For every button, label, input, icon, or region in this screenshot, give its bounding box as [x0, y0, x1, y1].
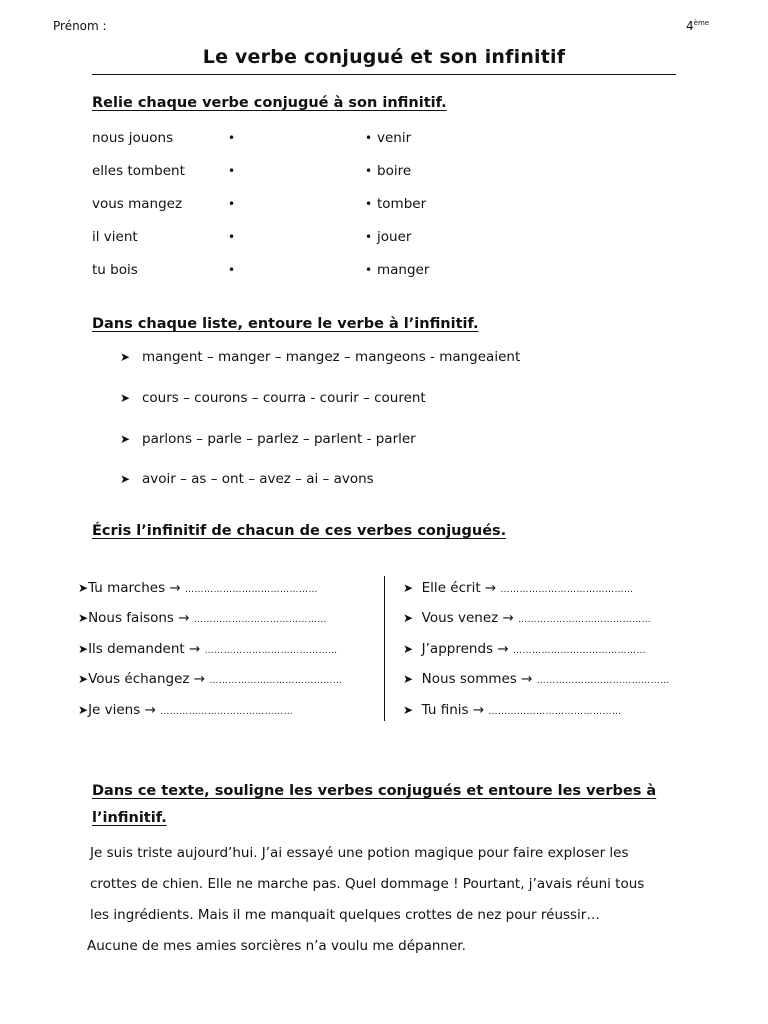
write-infinitive-row-left-4	[78, 671, 342, 687]
right-arrow-icon: →	[497, 641, 509, 657]
conjugated-verb-3: vous mangez	[92, 196, 183, 212]
write-infinitive-row-left-1	[78, 580, 318, 596]
conjugated-verb: Tu marches	[88, 580, 166, 596]
right-arrow-icon: →	[484, 580, 497, 596]
story-paragraph	[87, 838, 710, 962]
match-dot-right-3[interactable]: •	[365, 197, 373, 211]
verb-list-4: avoir – as – ont – avez – ai – avons	[142, 471, 374, 487]
answer-blank[interactable]: ……………………………………	[209, 676, 343, 686]
answer-blank[interactable]: ……………………………………	[500, 585, 634, 595]
match-dot-right-1[interactable]: •	[365, 131, 373, 145]
conjugated-verb: Vous échangez	[88, 671, 190, 687]
infinitive-option-4: jouer	[377, 229, 412, 245]
exercise-2-heading: Dans chaque liste, entoure le verbe à l’infinitif.	[92, 316, 479, 332]
conjugated-verb-2: elles tombent	[92, 163, 185, 179]
conjugated-verb: Elle écrit	[421, 580, 481, 596]
grade-number: 4	[686, 19, 694, 33]
arrowhead-bullet-icon: ➤	[120, 350, 131, 364]
answer-blank[interactable]: ……………………………………	[160, 707, 294, 717]
arrowhead-bullet-icon: ➤	[120, 432, 131, 446]
conjugated-verb-4: il vient	[92, 229, 138, 245]
arrowhead-bullet-icon: ➤	[78, 611, 89, 625]
infinitive-option-3: tomber	[377, 196, 427, 212]
arrowhead-bullet-icon: ➤	[403, 581, 414, 595]
arrowhead-bullet-icon: ➤	[403, 611, 414, 625]
answer-blank[interactable]: ……………………………………	[512, 646, 646, 656]
match-dot-left-5[interactable]: •	[228, 263, 236, 277]
conjugated-verb: Vous venez	[421, 610, 499, 626]
conjugated-verb: Nous sommes	[421, 671, 517, 687]
write-infinitive-row-right-5	[403, 702, 621, 718]
infinitive-option-2: boire	[377, 163, 412, 179]
answer-blank[interactable]: ……………………………………	[185, 585, 319, 595]
right-arrow-icon: →	[178, 610, 190, 626]
conjugated-verb: J’apprends	[421, 641, 494, 657]
verb-list-3: parlons – parle – parlez – parlent - parler	[142, 431, 416, 447]
match-dot-left-3[interactable]: •	[228, 197, 236, 211]
write-infinitive-row-right-4	[403, 671, 670, 687]
write-infinitive-row-right-1	[403, 580, 634, 596]
match-dot-right-5[interactable]: •	[365, 263, 373, 277]
title-rule	[92, 74, 676, 75]
arrowhead-bullet-icon: ➤	[78, 672, 89, 686]
answer-blank[interactable]: ……………………………………	[518, 615, 652, 625]
infinitive-option-5: manger	[377, 262, 430, 278]
infinitive-option-1: venir	[377, 130, 412, 146]
exercise-3-heading: Écris l’infinitif de chacun de ces verbes conjugués.	[92, 523, 507, 539]
conjugated-verb-5: tu bois	[92, 262, 138, 278]
right-arrow-icon: →	[472, 702, 485, 718]
conjugated-verb: Tu finis	[421, 702, 469, 718]
grade-level	[686, 19, 709, 33]
arrowhead-bullet-icon: ➤	[403, 672, 414, 686]
right-arrow-icon: →	[169, 580, 181, 596]
right-arrow-icon: →	[144, 702, 156, 718]
right-arrow-icon: →	[521, 671, 533, 687]
answer-blank[interactable]: ……………………………………	[204, 646, 338, 656]
story-line-1[interactable]: Je suis triste aujourd’hui. J’ai essayé une potion magique pour faire exploser les	[90, 845, 629, 861]
exercise-4-heading: Dans ce texte, souligne les verbes conjugués et entoure les verbes à l’infinitif.	[92, 783, 657, 826]
right-arrow-icon: →	[193, 671, 206, 687]
arrowhead-bullet-icon: ➤	[78, 703, 89, 717]
match-dot-left-4[interactable]: •	[228, 230, 236, 244]
right-arrow-icon: →	[502, 610, 514, 626]
arrowhead-bullet-icon: ➤	[120, 472, 131, 486]
arrowhead-bullet-icon: ➤	[78, 642, 89, 656]
worksheet-title: Le verbe conjugué et son infinitif	[202, 46, 566, 68]
write-infinitive-row-left-2	[78, 610, 327, 626]
conjugated-verb: Ils demandent	[88, 641, 185, 657]
grade-suffix: ème	[693, 19, 710, 27]
column-divider	[384, 576, 385, 721]
story-line-2[interactable]: crottes de chien. Elle ne marche pas. Quel dommage ! Pourtant, j’avais réuni tous	[90, 876, 645, 892]
conjugated-verb: Je viens	[88, 702, 141, 718]
arrowhead-bullet-icon: ➤	[78, 581, 89, 595]
answer-blank[interactable]: ……………………………………	[193, 615, 327, 625]
match-dot-left-1[interactable]: •	[228, 131, 236, 145]
write-infinitive-row-right-3	[403, 641, 646, 657]
match-dot-right-2[interactable]: •	[365, 164, 373, 178]
first-name-label: Prénom :	[53, 19, 107, 33]
exercise-1-heading: Relie chaque verbe conjugué à son infinitif.	[92, 95, 447, 111]
verb-list-2: cours – courons – courra - courir – courent	[142, 390, 426, 406]
verb-list-1: mangent – manger – mangez – mangeons - mangeaient	[142, 349, 521, 365]
write-infinitive-row-left-5	[78, 702, 293, 718]
match-dot-left-2[interactable]: •	[228, 164, 236, 178]
arrowhead-bullet-icon: ➤	[403, 703, 414, 717]
arrowhead-bullet-icon: ➤	[120, 391, 131, 405]
story-line-4[interactable]: Aucune de mes amies sorcières n’a voulu me dépanner.	[87, 938, 466, 954]
conjugated-verb: Nous faisons	[88, 610, 174, 626]
right-arrow-icon: →	[189, 641, 201, 657]
conjugated-verb-1: nous jouons	[92, 130, 174, 146]
answer-blank[interactable]: ……………………………………	[536, 676, 670, 686]
arrowhead-bullet-icon: ➤	[403, 642, 414, 656]
answer-blank[interactable]: ……………………………………	[488, 707, 622, 717]
write-infinitive-row-left-3	[78, 641, 338, 657]
match-dot-right-4[interactable]: •	[365, 230, 373, 244]
write-infinitive-row-right-2	[403, 610, 651, 626]
story-line-3[interactable]: les ingrédients. Mais il me manquait quelques crottes de nez pour réussir…	[90, 907, 600, 923]
